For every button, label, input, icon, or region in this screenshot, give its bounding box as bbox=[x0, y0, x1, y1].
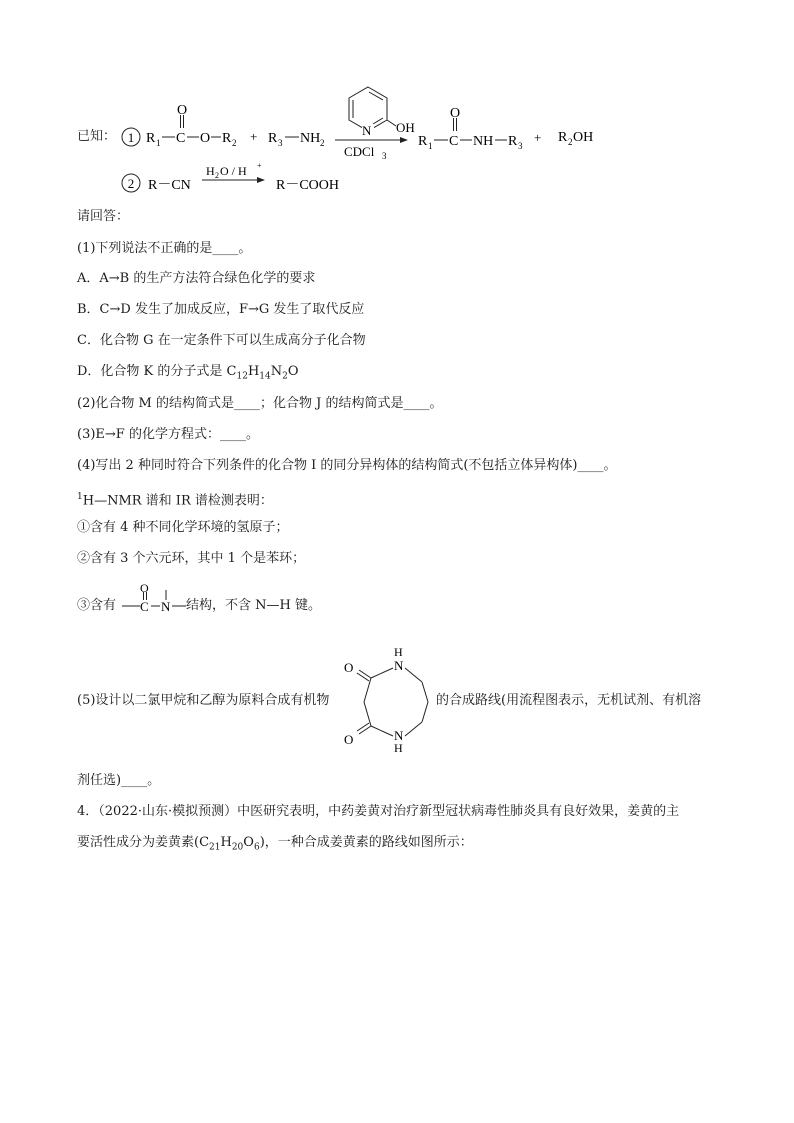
ester-c: C bbox=[176, 131, 186, 146]
amine-nh: NH bbox=[300, 131, 321, 146]
catalyst-n: N bbox=[362, 123, 372, 138]
option-a: A．A→B 的生产方法符合绿色化学的要求 bbox=[77, 271, 316, 286]
arrow-head-icon bbox=[257, 177, 265, 183]
fragment-o: O bbox=[140, 582, 149, 595]
known-reaction-2 bbox=[110, 158, 370, 194]
known-reaction-1 bbox=[110, 84, 630, 160]
solvent-sub: 3 bbox=[382, 151, 387, 160]
question-4: (4)写出 2 种同时符合下列条件的化合物 I 的同分异构体的结构简式(不包括立体异构体)____。 bbox=[77, 458, 617, 473]
ring-o-top: O bbox=[344, 660, 354, 675]
fragment-c: C bbox=[140, 599, 149, 614]
option-d: D．化合物 K 的分子式是 $C_{12}H_{14}N_2O$ bbox=[77, 364, 299, 382]
ester-o: O bbox=[200, 131, 211, 146]
product-r3-sub: 3 bbox=[518, 141, 523, 151]
condition-2: ②含有 3 个六元环，其中 1 个是苯环； bbox=[77, 551, 306, 566]
question-2: (2)化合物 M 的结构简式是____；化合物 J 的结构简式是____。 bbox=[77, 396, 443, 411]
product-r3: R bbox=[508, 134, 518, 149]
product-nh: NH bbox=[473, 134, 494, 149]
amine-nh-sub: 2 bbox=[320, 138, 325, 148]
condition-1: ①含有 4 种不同化学环境的氢原子； bbox=[77, 520, 289, 535]
condition-3: ③含有 结构，不含 N—H 键。 bbox=[77, 598, 322, 613]
ester-o-double: O bbox=[177, 103, 188, 118]
ester-r1-sub: 1 bbox=[156, 138, 161, 148]
ester-r2: R bbox=[222, 131, 232, 146]
ring-o-bottom: O bbox=[344, 732, 354, 747]
diazocane-dione-structure bbox=[340, 648, 440, 756]
known1-index: 1 bbox=[127, 130, 135, 145]
ring-h-top: H bbox=[394, 648, 403, 659]
product-r1-sub: 1 bbox=[428, 141, 433, 151]
ester-r1: R bbox=[146, 131, 156, 146]
option-b: B．C→D 发生了加成反应，F→G 发生了取代反应 bbox=[77, 302, 365, 317]
product-r1: R bbox=[418, 134, 428, 149]
arrow-head-icon bbox=[400, 137, 408, 143]
plus-sign: + bbox=[534, 130, 542, 145]
question-5-prefix: (5)设计以二氯甲烷和乙醇为原料合成有机物 bbox=[77, 693, 330, 708]
question-5-suffix: 的合成路线(用流程图表示，无机试剂、有机溶 bbox=[436, 693, 702, 708]
prompt-text: 请回答： bbox=[77, 209, 130, 224]
ring-n-bottom: N bbox=[394, 728, 404, 743]
amide-fragment-structure bbox=[118, 582, 190, 618]
ring-n-top: N bbox=[394, 658, 404, 673]
known2-index: 2 bbox=[127, 176, 135, 191]
plus-sign: + bbox=[250, 129, 258, 144]
product-o-double: O bbox=[450, 106, 461, 121]
known2-product: R－COOH bbox=[276, 178, 340, 193]
known2-reactant: R－CN bbox=[148, 178, 191, 193]
ester-r2-sub: 2 bbox=[232, 138, 237, 148]
solvent: CDCl bbox=[344, 144, 375, 159]
known2-condition-h: H bbox=[206, 164, 215, 178]
known2-condition-sup: + bbox=[257, 161, 262, 170]
known2-condition-sub: 2 bbox=[215, 171, 219, 180]
amine-r3-sub: 3 bbox=[278, 138, 283, 148]
known2-condition-tail: O / H bbox=[220, 164, 247, 178]
question-5-end: 剂任选)____。 bbox=[77, 773, 161, 788]
byproduct-sub: 2 bbox=[568, 137, 573, 147]
amine-r3: R bbox=[268, 131, 278, 146]
problem-4-line-2: 要活性成分为姜黄素$(C_{21}H_{20}O_6)$，一种合成姜黄素的路线如图所示： bbox=[77, 835, 473, 853]
byproduct-r: R bbox=[558, 130, 568, 145]
question-3: (3)E→F 的化学方程式：____。 bbox=[77, 427, 259, 442]
ring-h-bottom: H bbox=[394, 741, 403, 755]
product-c: C bbox=[449, 134, 459, 149]
problem-4-line-1: 4．（2022·山东·模拟预测）中医研究表明，中药姜黄对治疗新型冠状病毒性肺炎具有良好效果，姜黄的主 bbox=[77, 804, 680, 819]
fragment-n: N bbox=[161, 599, 171, 614]
option-c: C．化合物 G 在一定条件下可以生成高分子化合物 bbox=[77, 333, 366, 348]
question-1: (1)下列说法不正确的是____。 bbox=[77, 241, 252, 256]
byproduct-oh: OH bbox=[573, 130, 594, 145]
known-label: 已知： bbox=[77, 129, 117, 144]
nmr-statement: $^1$H—NMR 谱和 IR 谱检测表明： bbox=[77, 492, 273, 509]
catalyst-oh: OH bbox=[396, 120, 415, 135]
